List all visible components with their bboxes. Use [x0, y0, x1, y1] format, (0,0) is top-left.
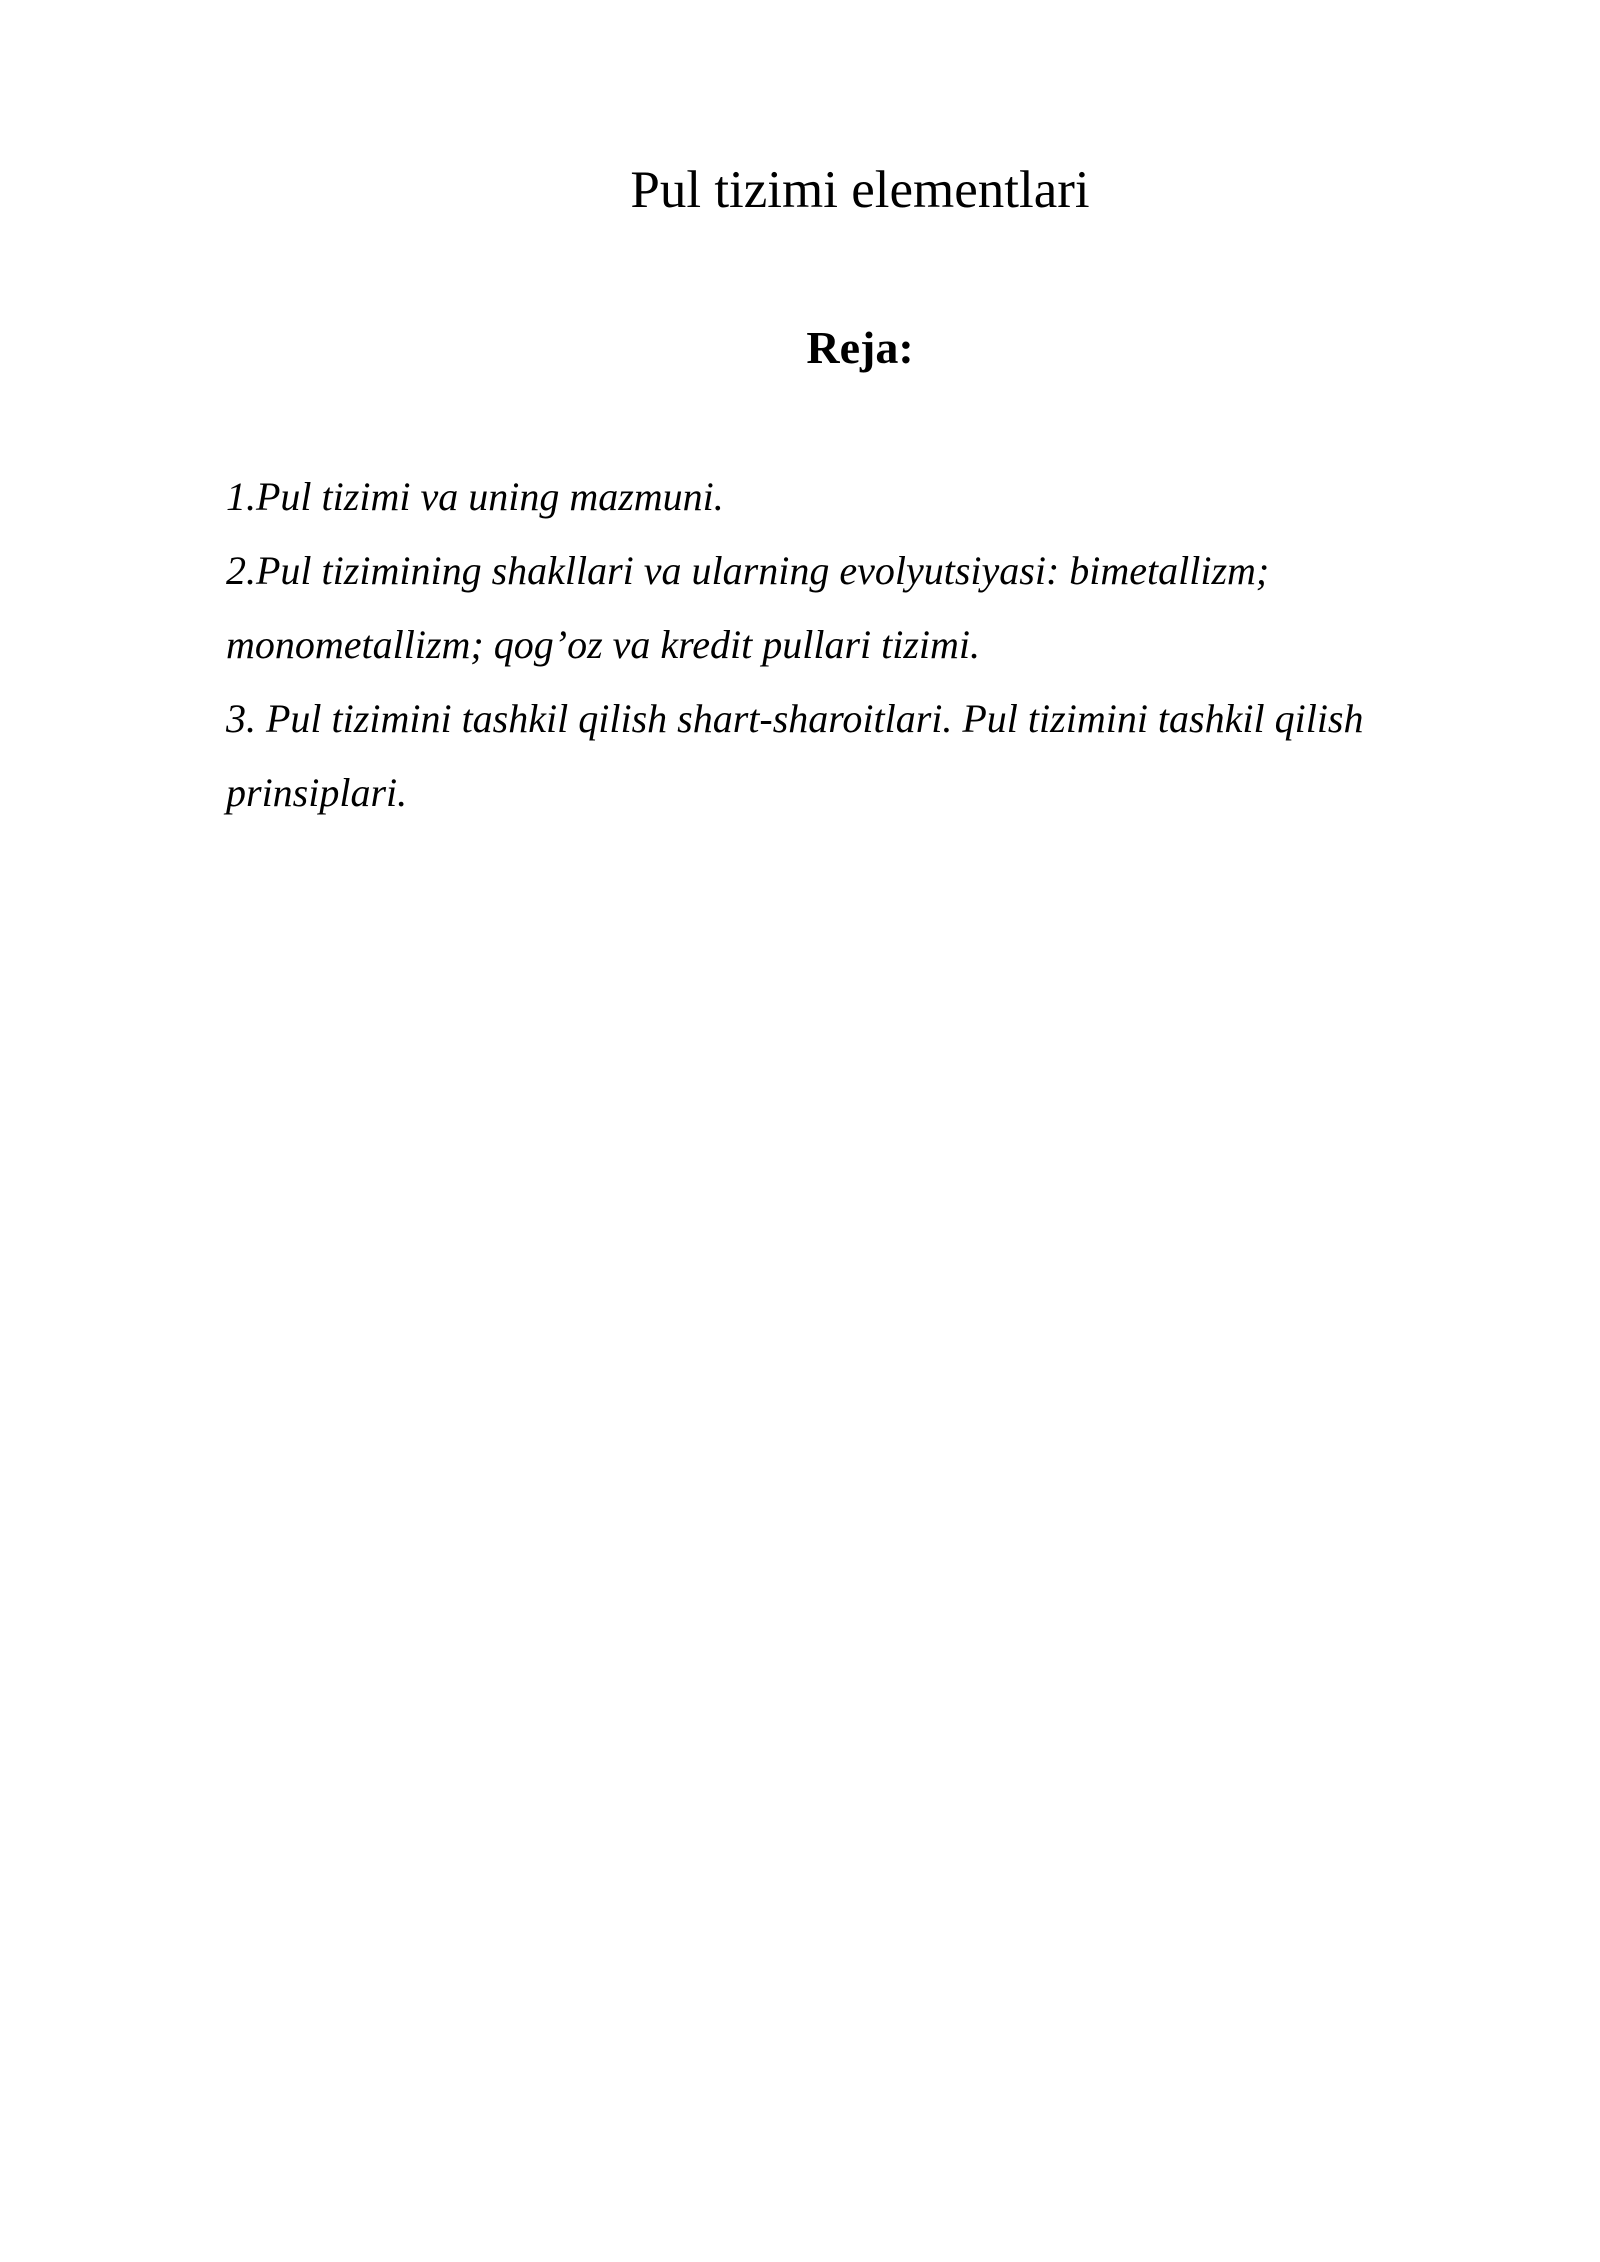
plan-item-2: 2.Pul tizimining shakllari va ularning evolyutsiyasi: bimetallizm; monometallizm; qog’oz va kredit pullari tizimi. — [226, 548, 1270, 667]
plan-item-3: 3. Pul tizimini tashkil qilish shart-sharoitlari. Pul tizimini tashkil qilish prinsiplari. — [226, 696, 1364, 815]
plan-heading: Reja: — [806, 322, 914, 373]
document-title: Pul tizimi elementlari — [630, 161, 1090, 219]
plan-list — [226, 460, 1516, 830]
plan-item-1: 1.Pul tizimi va uning mazmuni. — [226, 474, 724, 519]
